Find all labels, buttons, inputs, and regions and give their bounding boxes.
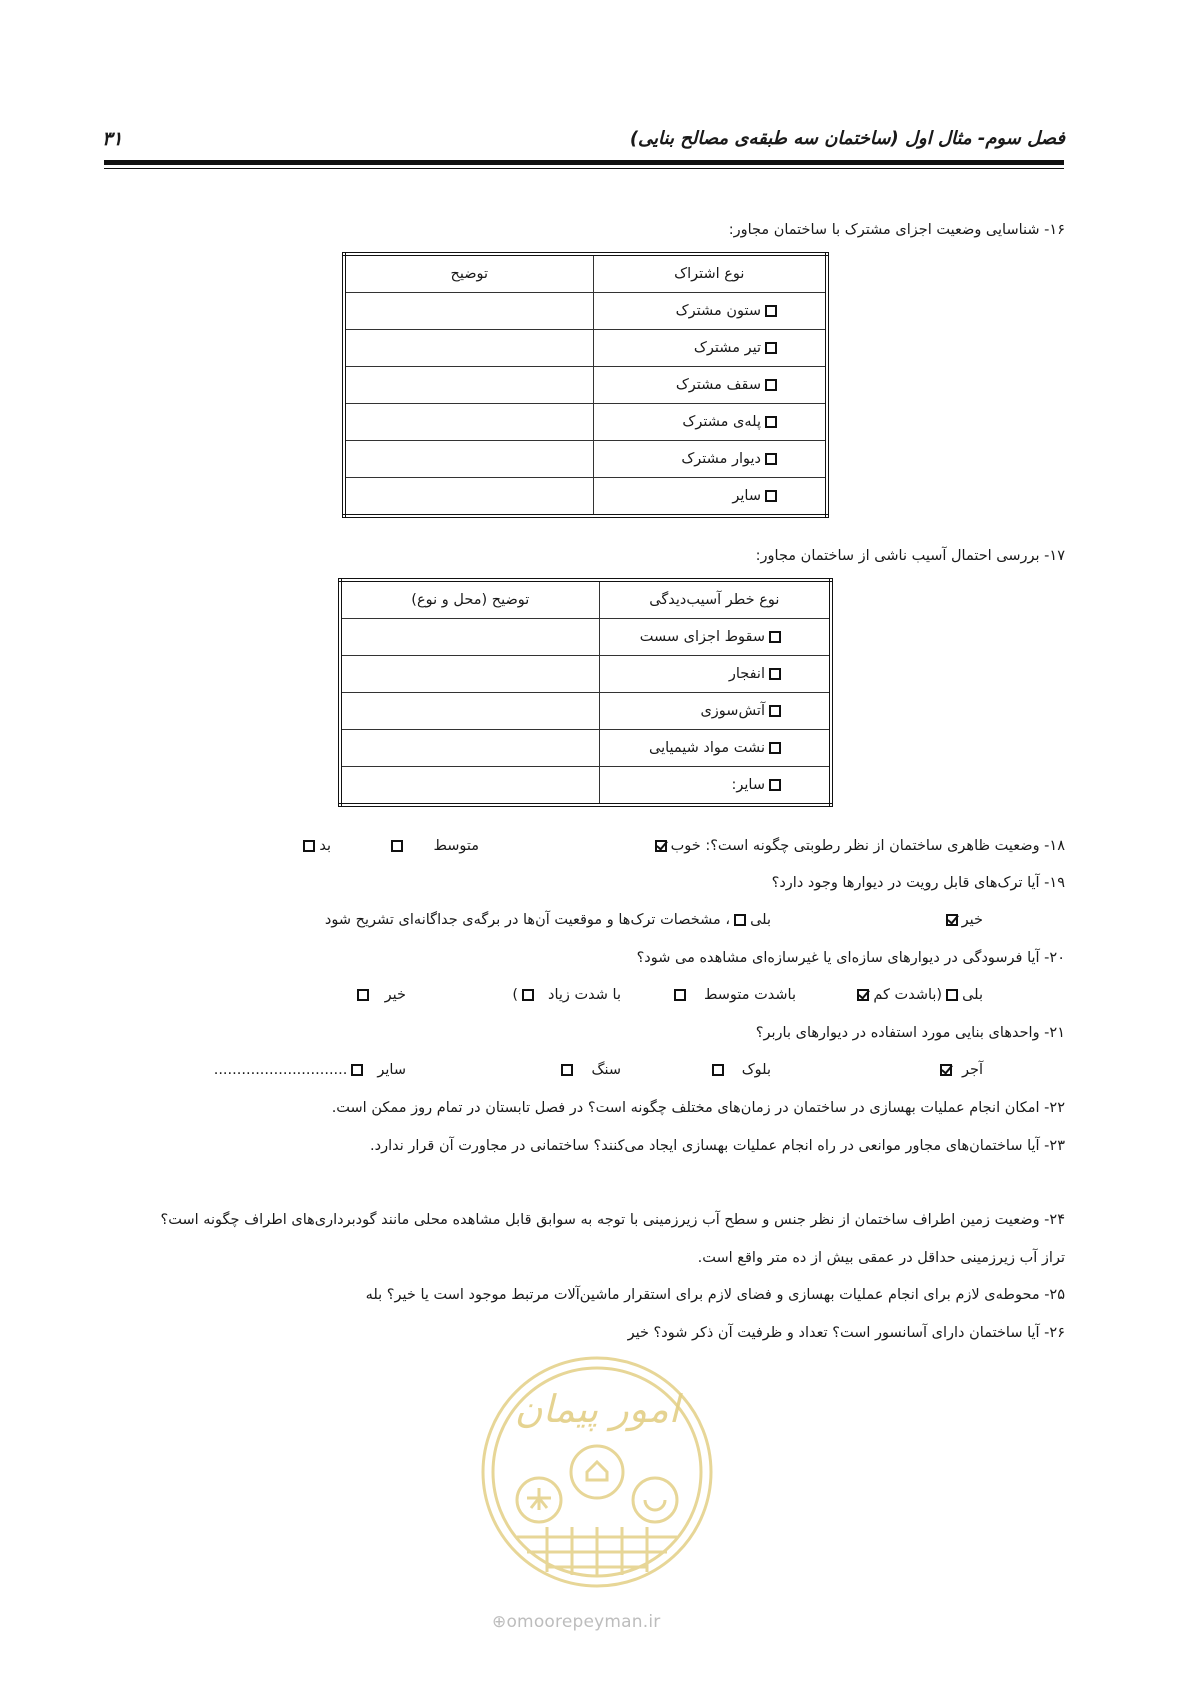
checkbox-high[interactable] [522, 989, 534, 1001]
checkbox-good-checked[interactable] [655, 840, 667, 852]
option-brick-label: آجر [962, 1062, 983, 1078]
option-bad [299, 838, 331, 854]
option-label: تیر مشترک [693, 340, 761, 356]
question-17: ۱۷- بررسی احتمال آسیب ناشی از ساختمان مجاور: [755, 548, 1065, 564]
checkbox-mid[interactable] [674, 989, 686, 1001]
table-row [344, 404, 827, 441]
option-no [942, 912, 983, 928]
option-high [512, 987, 621, 1003]
option-medium [387, 838, 479, 854]
yes-note: ، مشخصات ترک‌ها و موقعیت آن‌ها در برگه‌ی جداگانه‌ای تشریح شود [324, 912, 731, 928]
desc-cell[interactable] [340, 693, 599, 730]
question-20: ۲۰- آیا فرسودگی در دیوارهای سازه‌ای یا غیرسازه‌ای مشاهده می شود؟ [636, 950, 1065, 966]
checkbox[interactable] [765, 379, 777, 391]
question-16: ۱۶- شناسایی وضعیت اجزای مشترک با ساختمان مجاور: [728, 222, 1065, 238]
option-mid [670, 987, 796, 1003]
checkbox[interactable] [769, 631, 781, 643]
checkbox-no[interactable] [357, 989, 369, 1001]
damage-risk-table [338, 578, 833, 807]
option-bad-label: بد [319, 838, 331, 854]
paren-close: ) [512, 987, 518, 1003]
option-other-label: سایر [377, 1062, 406, 1078]
option-stone [557, 1062, 621, 1078]
table-row [340, 730, 831, 767]
col-header-desc: توضیح [344, 254, 593, 293]
desc-cell[interactable] [344, 441, 593, 478]
desc-cell[interactable] [340, 656, 599, 693]
option-yes [325, 912, 771, 928]
checkbox-other[interactable] [351, 1064, 363, 1076]
desc-cell[interactable] [344, 404, 593, 441]
option-label: ستون مشترک [675, 303, 761, 319]
option-label: سقوط اجزای سست [639, 629, 765, 645]
table-row [344, 441, 827, 478]
checkbox-yes[interactable] [946, 989, 958, 1001]
checkbox-low-checked[interactable] [857, 989, 869, 1001]
table-row [344, 367, 827, 404]
header-rule-thin [104, 168, 1064, 169]
col-header-risk: نوع خطر آسیب‌دیدگی [599, 580, 831, 619]
checkbox[interactable] [765, 342, 777, 354]
header-rule [104, 160, 1064, 165]
question-18-text: ۱۸- وضعیت ظاهری ساختمان از نظر رطوبتی چگونه است؟: [705, 838, 1065, 854]
question-21: ۲۱- واحدهای بنایی مورد استفاده در دیوارهای باربر؟ [755, 1025, 1065, 1041]
question-18 [651, 838, 1065, 854]
option-label: سقف مشترک [675, 377, 761, 393]
option-good-label: خوب [670, 838, 701, 854]
option-low-label: (باشدت کم [873, 987, 943, 1003]
option-high-label: با شدت زیاد [548, 987, 621, 1003]
watermark-script: امور پیمان [514, 1387, 680, 1431]
checkbox-bad[interactable] [303, 840, 315, 852]
checkbox-medium[interactable] [391, 840, 403, 852]
table-row [344, 293, 827, 330]
option-mid-label: باشدت متوسط [703, 987, 796, 1003]
option-label: دیوار مشترک [681, 451, 761, 467]
checkbox[interactable] [769, 668, 781, 680]
desc-cell[interactable] [344, 293, 593, 330]
watermark-logo [477, 1352, 717, 1592]
table-row [344, 330, 827, 367]
desc-cell[interactable] [344, 330, 593, 367]
watermark-url-text: omoorepeyman.ir [506, 1612, 661, 1632]
checkbox-brick-checked[interactable] [940, 1064, 952, 1076]
question-22: ۲۲- امکان انجام عملیات بهسازی در ساختمان در زمان‌های مختلف چگونه است؟ در فصل تابستان در تمام روز ممکن است. [331, 1100, 1065, 1116]
checkbox[interactable] [765, 305, 777, 317]
option-no [353, 987, 406, 1003]
option-no-label: خیر [961, 912, 983, 928]
question-23: ۲۳- آیا ساختمان‌های مجاور موانعی در راه انجام عملیات بهسازی ایجاد می‌کنند؟ ساختمانی در مجاورت آن قرار ندارد. [370, 1138, 1065, 1154]
desc-cell[interactable] [340, 767, 599, 806]
option-block-label: بلوک [741, 1062, 771, 1078]
watermark-url [492, 1612, 660, 1632]
severity-options [853, 987, 983, 1003]
table-row [340, 656, 831, 693]
option-medium-label: متوسط [433, 838, 479, 854]
checkbox-stone[interactable] [561, 1064, 573, 1076]
chapter-title: فصل سوم- مثال اول (ساختمان سه طبقه‌ی مصالح بنایی) [629, 128, 1065, 149]
option-label: انفجار [728, 666, 765, 682]
option-label: آتش‌سوزی [700, 703, 765, 719]
checkbox[interactable] [769, 742, 781, 754]
checkbox[interactable] [765, 490, 777, 502]
checkbox[interactable] [765, 416, 777, 428]
option-no-label: خیر [384, 987, 406, 1003]
desc-cell[interactable] [340, 730, 599, 767]
option-brick [936, 1062, 983, 1078]
table-row [340, 693, 831, 730]
option-other [214, 1062, 406, 1078]
table-row [340, 767, 831, 806]
desc-cell[interactable] [344, 367, 593, 404]
answer-24: تراز آب زیرزمینی حداقل در عمقی بیش از ده متر واقع است. [697, 1250, 1065, 1266]
fill-in-dots[interactable]: ............................. [213, 1062, 348, 1078]
option-yes-label: بلی [750, 912, 771, 928]
question-19: ۱۹- آیا ترک‌های قابل رویت در دیوارها وجود دارد؟ [771, 875, 1065, 891]
question-24: ۲۴- وضعیت زمین اطراف ساختمان از نظر جنس و سطح آب زیرزمینی با توجه به سوابق قابل مشاهده محلی مانند گودبرداری‌های اطراف چگونه است؟ [160, 1212, 1065, 1228]
checkbox[interactable] [769, 705, 781, 717]
option-label: سایر [732, 488, 761, 504]
checkbox[interactable] [765, 453, 777, 465]
table-row [344, 478, 827, 517]
option-stone-label: سنگ [591, 1062, 621, 1078]
question-26: ۲۶- آیا ساختمان دارای آسانسور است؟ تعداد و ظرفیت آن ذکر شود؟ خیر [627, 1325, 1065, 1341]
page-number: ۳۱ [102, 128, 123, 150]
checkbox-yes[interactable] [734, 914, 746, 926]
checkbox[interactable] [769, 779, 781, 791]
checkbox-block[interactable] [712, 1064, 724, 1076]
option-block [708, 1062, 771, 1078]
option-yes-label: بلی [962, 987, 983, 1003]
desc-cell[interactable] [344, 478, 593, 517]
option-label: سایر: [731, 777, 765, 793]
option-label: پله‌ی مشترک [682, 414, 761, 430]
globe-icon: ⊕ [492, 1612, 507, 1632]
option-label: نشت مواد شیمیایی [649, 740, 765, 756]
col-header-location: توضیح (محل و نوع) [340, 580, 599, 619]
table-row [340, 619, 831, 656]
col-header-type: نوع اشتراک [593, 254, 827, 293]
checkbox-no-checked[interactable] [946, 914, 958, 926]
shared-components-table [342, 252, 829, 518]
question-25: ۲۵- محوطه‌ی لازم برای انجام عملیات بهسازی و فضای لازم برای استقرار ماشین‌آلات مرتبط موجود است یا خیر؟ بله [365, 1287, 1065, 1303]
desc-cell[interactable] [340, 619, 599, 656]
